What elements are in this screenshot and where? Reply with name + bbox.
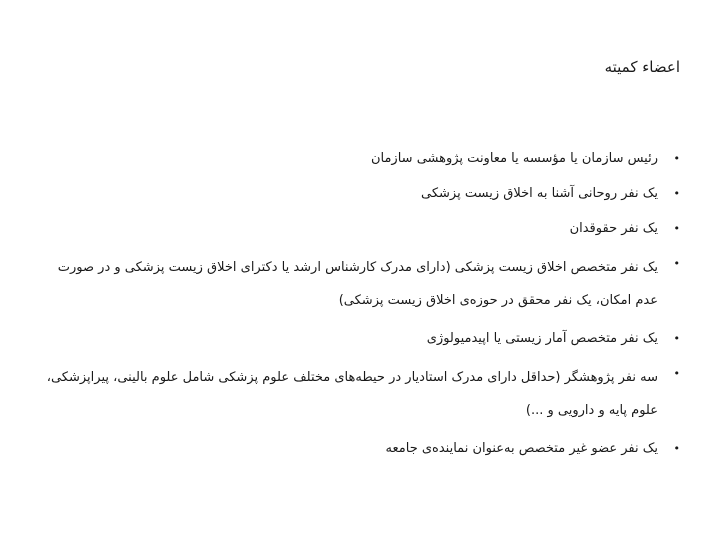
- list-item: [40, 436, 680, 462]
- bullet-icon: •: [673, 367, 680, 380]
- list-item: [40, 181, 680, 207]
- list-item: [40, 216, 680, 242]
- bullet-icon: •: [673, 152, 680, 165]
- list-item-text: یک نفر متخصص آمار زیستی یا اپیدمیولوژی: [426, 331, 658, 346]
- list-item-text: یک نفر روحانی آشنا به اخلاق زیست پزشکی: [421, 186, 658, 201]
- list-item-text: سه نفر پژوهشگر (حداقل دارای مدرک استادیار در حیطه‌های مختلف علوم پزشکی شامل علوم بالینی، پیراپزشکی، علوم پایه و دارویی و ...): [46, 370, 658, 418]
- list-item-text: یک نفر حقوقدان: [569, 221, 658, 236]
- bullet-icon: •: [673, 187, 680, 200]
- bullet-icon: •: [673, 442, 680, 455]
- bullet-icon: •: [673, 257, 680, 270]
- list-item: [40, 326, 680, 352]
- list-item-text: رئیس سازمان یا مؤسسه یا معاونت پژوهشی سازمان: [370, 151, 658, 166]
- list-item-text: یک نفر عضو غیر متخصص به‌عنوان نماینده‌ی جامعه: [385, 441, 658, 456]
- list-item: [40, 146, 680, 172]
- bullet-icon: •: [673, 222, 680, 235]
- committee-members-list: [40, 146, 680, 471]
- list-item: [40, 251, 680, 317]
- bullet-icon: •: [673, 332, 680, 345]
- slide-title: اعضاء کمیته: [604, 58, 680, 76]
- list-item-text: یک نفر متخصص اخلاق زیست پزشکی (دارای مدرک کارشناس ارشد یا دکترای اخلاق زیست پزشکی و در صورت عدم امکان، یک نفر محقق در حوزه‌ی اخلاق زیست پزشکی): [57, 260, 658, 308]
- list-item: [40, 361, 680, 427]
